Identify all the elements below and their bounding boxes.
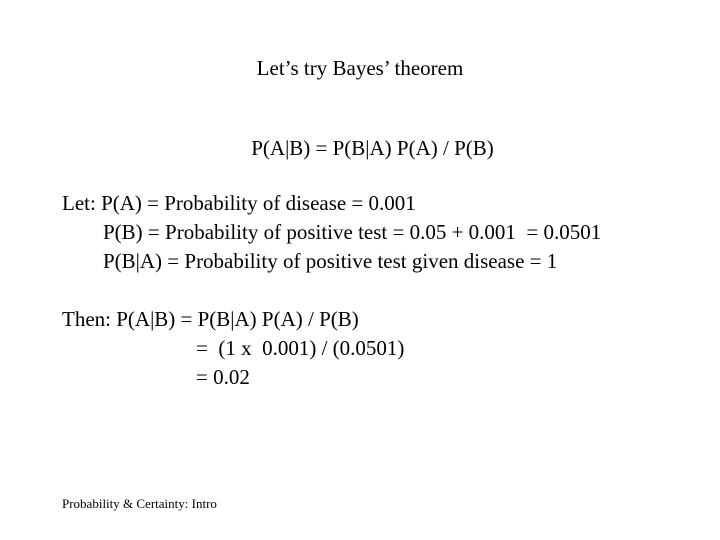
then-line-substitution: = (1 x 0.001) / (0.0501) [196, 336, 405, 360]
let-line-conditional: P(B|A) = Probability of positive test given disease = 1 [103, 249, 558, 273]
then-line-result: = 0.02 [196, 365, 250, 389]
bayes-formula: P(A|B) = P(B|A) P(A) / P(B) [251, 136, 494, 160]
let-line-disease: Let: P(A) = Probability of disease = 0.001 [62, 191, 416, 215]
then-line-formula: Then: P(A|B) = P(B|A) P(A) / P(B) [62, 307, 359, 331]
slide-footer: Probability & Certainty: Intro [62, 496, 217, 511]
let-line-positive-test: P(B) = Probability of positive test = 0.05 + 0.001 = 0.0501 [103, 220, 602, 244]
slide-title: Let’s try Bayes’ theorem [256, 56, 464, 80]
